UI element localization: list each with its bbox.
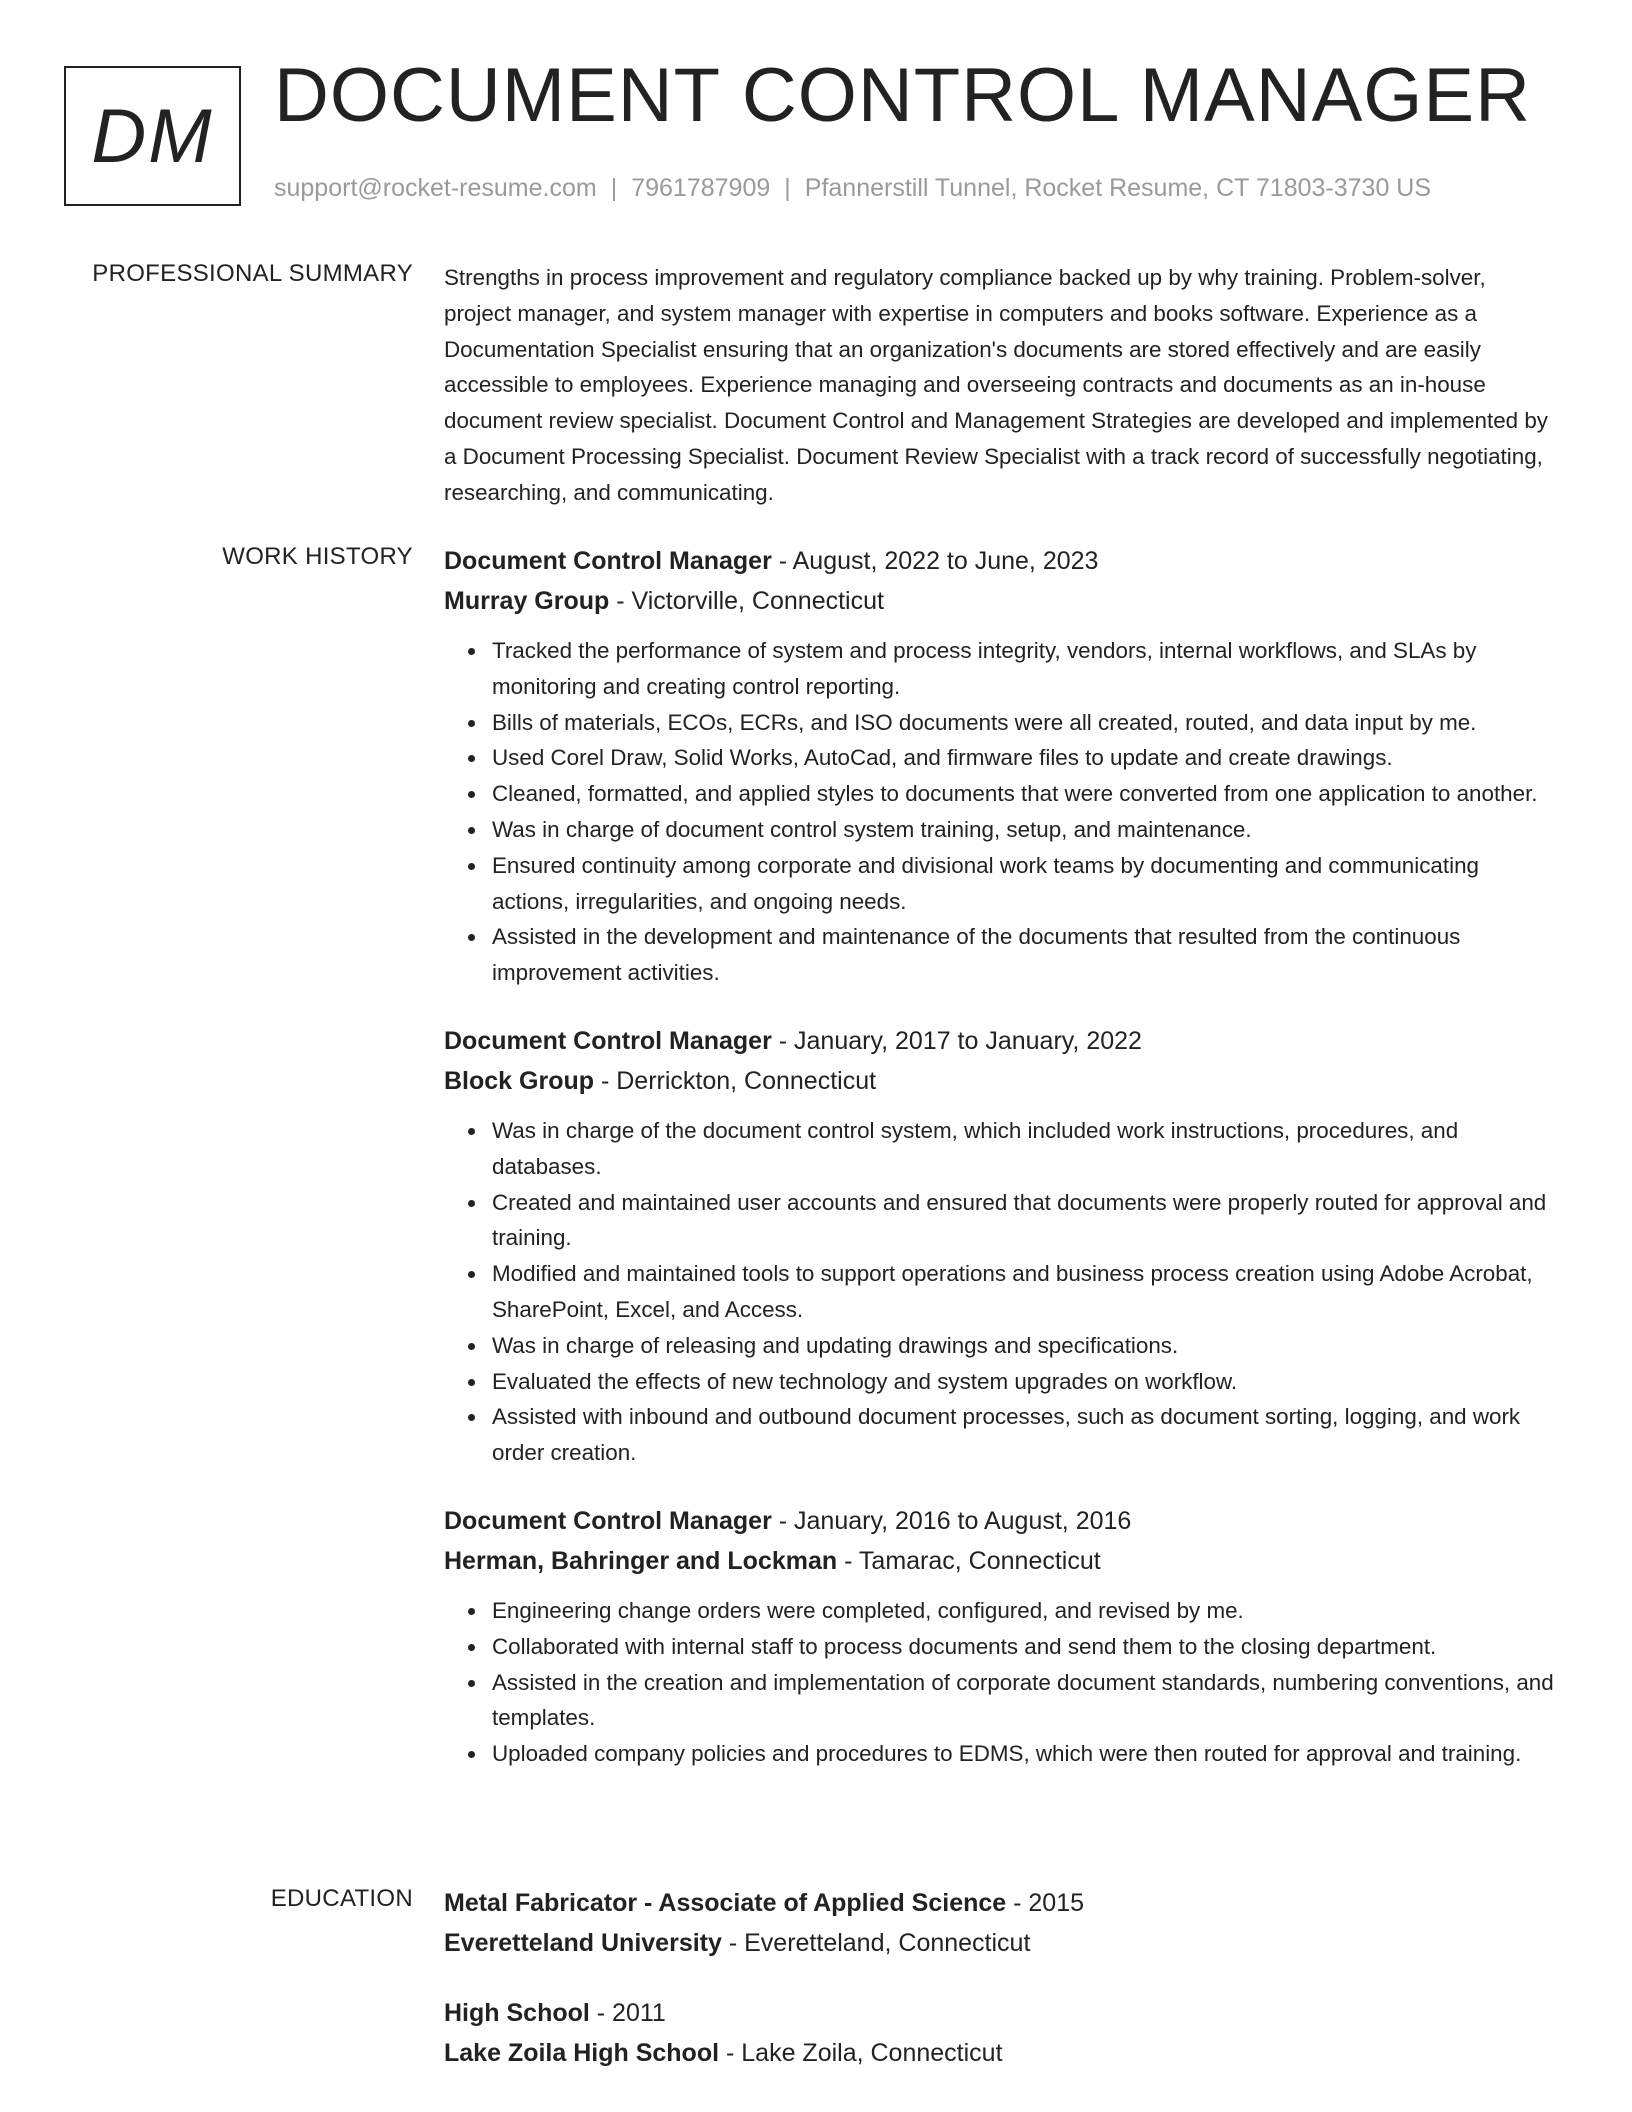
company-location: - Tamarac, Connecticut: [837, 1546, 1101, 1575]
list-item: • Modified and maintained tools to support operations and business process creation using Adobe Acrobat, SharePoint, Excel, and Access.: [488, 1256, 1556, 1328]
list-item: • Engineering change orders were completed, configured, and revised by me.: [488, 1593, 1556, 1629]
job-dates: - January, 2017 to January, 2022: [771, 1026, 1142, 1055]
school-line: [444, 2033, 1556, 2073]
list-item: • Assisted in the creation and implementation of corporate document standards, numbering conventions, and templates.: [488, 1665, 1556, 1737]
summary-text: Strengths in process improvement and regulatory compliance backed up by why training. Problem-solver, project manager, and system manager with expertise in computers and books software. Experience as a Documentation Specialist ensuring that an organization's documents are stored effectively and are easily accessible to employees. Experience managing and overseeing contracts and documents as an in-house document review specialist. Document Control and Management Strategies are developed and implemented by a Document Processing Specialist. Document Review Specialist with a track record of successfully negotiating, researching, and communicating.: [444, 265, 1548, 505]
company-name: Murray Group: [444, 587, 610, 615]
job-dates: - January, 2016 to August, 2016: [771, 1506, 1132, 1535]
list-item: • Was in charge of releasing and updating drawings and specifications.: [488, 1328, 1556, 1364]
contact-separator: |: [784, 174, 791, 202]
list-item: • Assisted in the development and maintenance of the documents that resulted from the continuous improvement activities.: [488, 919, 1556, 991]
company-line: [444, 581, 1556, 621]
list-item: • Was in charge of document control system training, setup, and maintenance.: [488, 812, 1556, 848]
list-item: • Evaluated the effects of new technology and system upgrades on workflow.: [488, 1364, 1556, 1400]
degree-name: High School: [444, 1999, 590, 2027]
job-dates: - August, 2022 to June, 2023: [771, 547, 1099, 575]
section-heading: WORK HISTORY: [222, 543, 413, 570]
company-location: - Victorville, Connecticut: [609, 587, 884, 615]
list-item: • Created and maintained user accounts and ensured that documents were properly routed for approval and training.: [488, 1185, 1556, 1257]
school-name: Everetteland University: [444, 1929, 722, 1957]
list-item: • Collaborated with internal staff to process documents and send them to the closing department.: [488, 1629, 1556, 1665]
section-heading: PROFESSIONAL SUMMARY: [92, 260, 413, 287]
job-entry: [444, 1501, 1556, 1772]
job-bullets: [444, 1113, 1556, 1471]
job-title: Document Control Manager: [444, 1026, 772, 1055]
contact-separator: |: [610, 174, 618, 202]
school-location: - Everetteland, Connecticut: [721, 1929, 1031, 1957]
address-text: Pfannerstill Tunnel, Rocket Resume, CT 71803-3730 US: [804, 174, 1432, 202]
list-item: • Used Corel Draw, Solid Works, AutoCad, and firmware files to update and create drawings.: [488, 740, 1556, 776]
list-item: • Bills of materials, ECOs, ECRs, and ISO documents were all created, routed, and data input by me.: [488, 705, 1556, 741]
section-body: [444, 1883, 1556, 2103]
job-bullets: [444, 633, 1556, 991]
degree-name: Metal Fabricator - Associate of Applied Science: [444, 1889, 1007, 1917]
list-item: • Cleaned, formatted, and applied styles to documents that were converted from one application to another.: [488, 776, 1556, 812]
monogram-logo: DM: [64, 66, 241, 206]
company-location: - Derrickton, Connecticut: [594, 1066, 877, 1095]
section-body: [444, 541, 1556, 1802]
school-name: Lake Zoila High School: [444, 2039, 720, 2067]
company-name: Herman, Bahringer and Lockman: [444, 1546, 838, 1575]
list-item: • Ensured continuity among corporate and divisional work teams by documenting and communicating actions, irregularities, and ongoing needs.: [488, 848, 1556, 920]
list-item: • Assisted with inbound and outbound document processes, such as document sorting, logging, and work order creation.: [488, 1399, 1556, 1471]
company-line: [444, 1541, 1556, 1581]
education-entry: [444, 1993, 1556, 2073]
degree-year: - 2015: [1006, 1889, 1085, 1917]
job-title: Document Control Manager: [444, 1506, 772, 1535]
degree-line: [444, 1883, 1556, 1923]
school-line: [444, 1923, 1556, 1963]
job-title-line: [444, 541, 1556, 581]
degree-line: [444, 1993, 1556, 2033]
job-entry: [444, 1021, 1556, 1471]
section-body: [444, 260, 1556, 511]
list-item: • Was in charge of the document control system, which included work instructions, procedures, and databases.: [488, 1113, 1556, 1185]
job-bullets: [444, 1593, 1556, 1772]
degree-year: - 2011: [589, 1999, 666, 2027]
phone-text: 7961787909: [631, 174, 771, 202]
job-title-line: [444, 1501, 1556, 1541]
list-item: • Uploaded company policies and procedures to EDMS, which were then routed for approval and training.: [488, 1736, 1556, 1772]
job-entry: [444, 541, 1556, 991]
job-title: Document Control Manager: [444, 547, 772, 575]
list-item: • Tracked the performance of system and process integrity, vendors, internal workflows, and SLAs by monitoring and creating control reporting.: [488, 633, 1556, 705]
education-entry: [444, 1883, 1556, 1963]
company-name: Block Group: [444, 1066, 595, 1095]
contact-line: [274, 174, 1431, 203]
company-line: [444, 1061, 1556, 1101]
section-heading: EDUCATION: [270, 1885, 413, 1912]
email-text: support@rocket-resume.com: [274, 174, 597, 202]
school-location: - Lake Zoila, Connecticut: [719, 2039, 1003, 2067]
page-title: DOCUMENT CONTROL MANAGER: [274, 53, 1531, 138]
job-title-line: [444, 1021, 1556, 1061]
